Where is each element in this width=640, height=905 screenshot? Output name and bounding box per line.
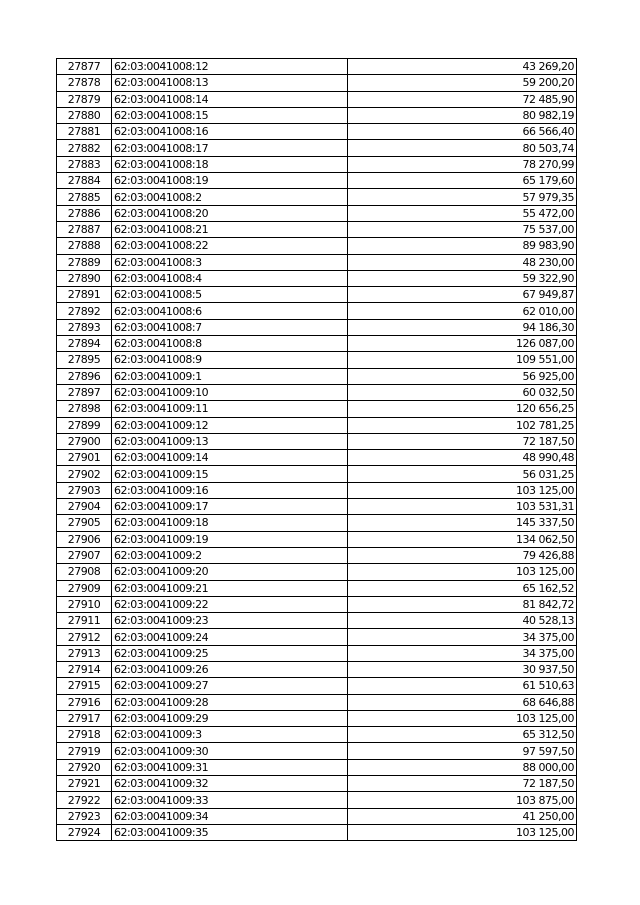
cadastral-value-cell: 97 597,50 [348, 743, 577, 759]
table-row [57, 759, 577, 775]
cadastral-value-cell: 80 982,19 [348, 107, 577, 123]
table-row [57, 59, 577, 75]
table-row [57, 352, 577, 368]
cadastral-value-cell: 79 426,88 [348, 547, 577, 563]
cadastral-value-cell: 72 187,50 [348, 776, 577, 792]
cadastral-value-cell: 40 528,13 [348, 613, 577, 629]
table-row [57, 91, 577, 107]
row-number-cell: 27899 [57, 417, 112, 433]
row-number-cell: 27905 [57, 515, 112, 531]
cadastral-number-cell: 62:03:0041009:2 [112, 547, 348, 563]
row-number-cell: 27911 [57, 613, 112, 629]
cadastral-value-cell: 68 646,88 [348, 694, 577, 710]
row-number-cell: 27909 [57, 580, 112, 596]
table-row [57, 792, 577, 808]
cadastral-value-cell: 65 312,50 [348, 727, 577, 743]
cadastral-number-cell: 62:03:0041009:25 [112, 645, 348, 661]
table-row [57, 743, 577, 759]
table-row [57, 808, 577, 824]
table-row [57, 531, 577, 547]
row-number-cell: 27891 [57, 287, 112, 303]
cadastral-value-cell: 48 990,48 [348, 450, 577, 466]
cadastral-number-cell: 62:03:0041009:3 [112, 727, 348, 743]
cadastral-number-cell: 62:03:0041008:5 [112, 287, 348, 303]
row-number-cell: 27885 [57, 189, 112, 205]
table-row [57, 776, 577, 792]
row-number-cell: 27907 [57, 547, 112, 563]
cadastral-value-cell: 145 337,50 [348, 515, 577, 531]
cadastral-number-cell: 62:03:0041009:31 [112, 759, 348, 775]
cadastral-number-cell: 62:03:0041009:26 [112, 661, 348, 677]
cadastral-value-cell: 61 510,63 [348, 678, 577, 694]
cadastral-value-cell: 55 472,00 [348, 205, 577, 221]
cadastral-value-cell: 94 186,30 [348, 319, 577, 335]
cadastral-number-cell: 62:03:0041008:18 [112, 156, 348, 172]
table-row [57, 596, 577, 612]
cadastral-number-cell: 62:03:0041008:2 [112, 189, 348, 205]
row-number-cell: 27915 [57, 678, 112, 694]
cadastral-value-cell: 48 230,00 [348, 254, 577, 270]
row-number-cell: 27901 [57, 450, 112, 466]
table-row [57, 450, 577, 466]
cadastral-number-cell: 62:03:0041008:8 [112, 336, 348, 352]
cadastral-value-cell: 56 925,00 [348, 368, 577, 384]
table-row [57, 515, 577, 531]
cadastral-value-cell: 34 375,00 [348, 645, 577, 661]
row-number-cell: 27887 [57, 221, 112, 237]
row-number-cell: 27916 [57, 694, 112, 710]
row-number-cell: 27877 [57, 59, 112, 75]
cadastral-value-cell: 103 875,00 [348, 792, 577, 808]
cadastral-number-cell: 62:03:0041008:22 [112, 238, 348, 254]
table-row [57, 384, 577, 400]
cadastral-value-cell: 65 162,52 [348, 580, 577, 596]
row-number-cell: 27908 [57, 564, 112, 580]
cadastral-number-cell: 62:03:0041009:12 [112, 417, 348, 433]
cadastral-value-cell: 30 937,50 [348, 661, 577, 677]
table-row [57, 107, 577, 123]
cadastral-number-cell: 62:03:0041008:17 [112, 140, 348, 156]
cadastral-number-cell: 62:03:0041009:21 [112, 580, 348, 596]
table-row [57, 645, 577, 661]
table-row [57, 466, 577, 482]
row-number-cell: 27904 [57, 499, 112, 515]
row-number-cell: 27893 [57, 319, 112, 335]
cadastral-number-cell: 62:03:0041008:3 [112, 254, 348, 270]
table-row [57, 287, 577, 303]
cadastral-number-cell: 62:03:0041009:27 [112, 678, 348, 694]
cadastral-value-cell: 62 010,00 [348, 303, 577, 319]
row-number-cell: 27884 [57, 173, 112, 189]
row-number-cell: 27878 [57, 75, 112, 91]
row-number-cell: 27894 [57, 336, 112, 352]
cadastral-number-cell: 62:03:0041009:13 [112, 433, 348, 449]
cadastral-number-cell: 62:03:0041009:11 [112, 401, 348, 417]
cadastral-number-cell: 62:03:0041008:12 [112, 59, 348, 75]
cadastral-number-cell: 62:03:0041009:16 [112, 482, 348, 498]
cadastral-number-cell: 62:03:0041009:15 [112, 466, 348, 482]
cadastral-number-cell: 62:03:0041009:35 [112, 824, 348, 840]
cadastral-value-cell: 120 656,25 [348, 401, 577, 417]
cadastral-number-cell: 62:03:0041009:28 [112, 694, 348, 710]
table-row [57, 368, 577, 384]
table-row [57, 75, 577, 91]
table-row [57, 319, 577, 335]
cadastral-number-cell: 62:03:0041009:18 [112, 515, 348, 531]
row-number-cell: 27886 [57, 205, 112, 221]
cadastral-number-cell: 62:03:0041009:33 [112, 792, 348, 808]
row-number-cell: 27883 [57, 156, 112, 172]
table-row [57, 270, 577, 286]
row-number-cell: 27896 [57, 368, 112, 384]
row-number-cell: 27920 [57, 759, 112, 775]
row-number-cell: 27910 [57, 596, 112, 612]
cadastral-value-cell: 103 125,00 [348, 710, 577, 726]
row-number-cell: 27922 [57, 792, 112, 808]
table-row [57, 336, 577, 352]
row-number-cell: 27924 [57, 824, 112, 840]
row-number-cell: 27923 [57, 808, 112, 824]
table-row [57, 824, 577, 840]
cadastral-number-cell: 62:03:0041009:14 [112, 450, 348, 466]
cadastral-value-cell: 57 979,35 [348, 189, 577, 205]
row-number-cell: 27914 [57, 661, 112, 677]
cadastral-value-cell: 59 322,90 [348, 270, 577, 286]
cadastral-value-cell: 89 983,90 [348, 238, 577, 254]
cadastral-number-cell: 62:03:0041009:24 [112, 629, 348, 645]
row-number-cell: 27881 [57, 124, 112, 140]
row-number-cell: 27889 [57, 254, 112, 270]
row-number-cell: 27898 [57, 401, 112, 417]
table-row [57, 140, 577, 156]
row-number-cell: 27879 [57, 91, 112, 107]
cadastral-value-cell: 66 566,40 [348, 124, 577, 140]
cadastral-value-cell: 80 503,74 [348, 140, 577, 156]
row-number-cell: 27912 [57, 629, 112, 645]
cadastral-value-cell: 43 269,20 [348, 59, 577, 75]
cadastral-number-cell: 62:03:0041008:15 [112, 107, 348, 123]
table-row [57, 417, 577, 433]
row-number-cell: 27890 [57, 270, 112, 286]
table-row [57, 710, 577, 726]
row-number-cell: 27900 [57, 433, 112, 449]
row-number-cell: 27906 [57, 531, 112, 547]
cadastral-value-cell: 103 125,00 [348, 564, 577, 580]
row-number-cell: 27921 [57, 776, 112, 792]
cadastral-number-cell: 62:03:0041009:32 [112, 776, 348, 792]
cadastral-number-cell: 62:03:0041008:14 [112, 91, 348, 107]
table-row [57, 433, 577, 449]
cadastral-value-cell: 109 551,00 [348, 352, 577, 368]
cadastral-number-cell: 62:03:0041008:13 [112, 75, 348, 91]
cadastral-number-cell: 62:03:0041009:19 [112, 531, 348, 547]
cadastral-value-cell: 134 062,50 [348, 531, 577, 547]
table-row [57, 564, 577, 580]
row-number-cell: 27919 [57, 743, 112, 759]
table-row [57, 661, 577, 677]
cadastral-number-cell: 62:03:0041008:9 [112, 352, 348, 368]
cadastral-value-cell: 126 087,00 [348, 336, 577, 352]
table-row [57, 254, 577, 270]
table-row [57, 189, 577, 205]
row-number-cell: 27917 [57, 710, 112, 726]
cadastral-number-cell: 62:03:0041008:6 [112, 303, 348, 319]
cadastral-value-table [56, 58, 577, 841]
cadastral-value-cell: 81 842,72 [348, 596, 577, 612]
table-row [57, 401, 577, 417]
table-row [57, 613, 577, 629]
table-row [57, 727, 577, 743]
cadastral-value-cell: 103 531,31 [348, 499, 577, 515]
table-row [57, 482, 577, 498]
cadastral-number-cell: 62:03:0041009:10 [112, 384, 348, 400]
table-row [57, 678, 577, 694]
table-row [57, 173, 577, 189]
cadastral-number-cell: 62:03:0041008:20 [112, 205, 348, 221]
row-number-cell: 27903 [57, 482, 112, 498]
table-row [57, 629, 577, 645]
cadastral-value-cell: 78 270,99 [348, 156, 577, 172]
row-number-cell: 27895 [57, 352, 112, 368]
cadastral-value-cell: 65 179,60 [348, 173, 577, 189]
cadastral-number-cell: 62:03:0041009:22 [112, 596, 348, 612]
cadastral-number-cell: 62:03:0041008:21 [112, 221, 348, 237]
cadastral-value-cell: 75 537,00 [348, 221, 577, 237]
row-number-cell: 27882 [57, 140, 112, 156]
cadastral-number-cell: 62:03:0041008:7 [112, 319, 348, 335]
cadastral-value-cell: 72 485,90 [348, 91, 577, 107]
row-number-cell: 27902 [57, 466, 112, 482]
table-body [57, 59, 577, 841]
table-row [57, 303, 577, 319]
cadastral-number-cell: 62:03:0041009:1 [112, 368, 348, 384]
table-row [57, 156, 577, 172]
cadastral-number-cell: 62:03:0041009:34 [112, 808, 348, 824]
table-row [57, 221, 577, 237]
table-row [57, 547, 577, 563]
cadastral-number-cell: 62:03:0041008:16 [112, 124, 348, 140]
row-number-cell: 27880 [57, 107, 112, 123]
cadastral-value-cell: 34 375,00 [348, 629, 577, 645]
cadastral-value-cell: 88 000,00 [348, 759, 577, 775]
table-row [57, 205, 577, 221]
cadastral-value-cell: 56 031,25 [348, 466, 577, 482]
cadastral-value-cell: 102 781,25 [348, 417, 577, 433]
cadastral-value-cell: 41 250,00 [348, 808, 577, 824]
table-row [57, 238, 577, 254]
row-number-cell: 27888 [57, 238, 112, 254]
cadastral-number-cell: 62:03:0041008:4 [112, 270, 348, 286]
cadastral-number-cell: 62:03:0041009:20 [112, 564, 348, 580]
table-row [57, 694, 577, 710]
row-number-cell: 27892 [57, 303, 112, 319]
cadastral-value-cell: 103 125,00 [348, 482, 577, 498]
cadastral-number-cell: 62:03:0041008:19 [112, 173, 348, 189]
cadastral-value-cell: 103 125,00 [348, 824, 577, 840]
table-row [57, 124, 577, 140]
row-number-cell: 27918 [57, 727, 112, 743]
cadastral-number-cell: 62:03:0041009:17 [112, 499, 348, 515]
cadastral-number-cell: 62:03:0041009:30 [112, 743, 348, 759]
cadastral-number-cell: 62:03:0041009:23 [112, 613, 348, 629]
cadastral-value-cell: 72 187,50 [348, 433, 577, 449]
cadastral-value-cell: 60 032,50 [348, 384, 577, 400]
cadastral-value-cell: 59 200,20 [348, 75, 577, 91]
row-number-cell: 27897 [57, 384, 112, 400]
table-row [57, 499, 577, 515]
row-number-cell: 27913 [57, 645, 112, 661]
table-row [57, 580, 577, 596]
cadastral-value-cell: 67 949,87 [348, 287, 577, 303]
cadastral-number-cell: 62:03:0041009:29 [112, 710, 348, 726]
